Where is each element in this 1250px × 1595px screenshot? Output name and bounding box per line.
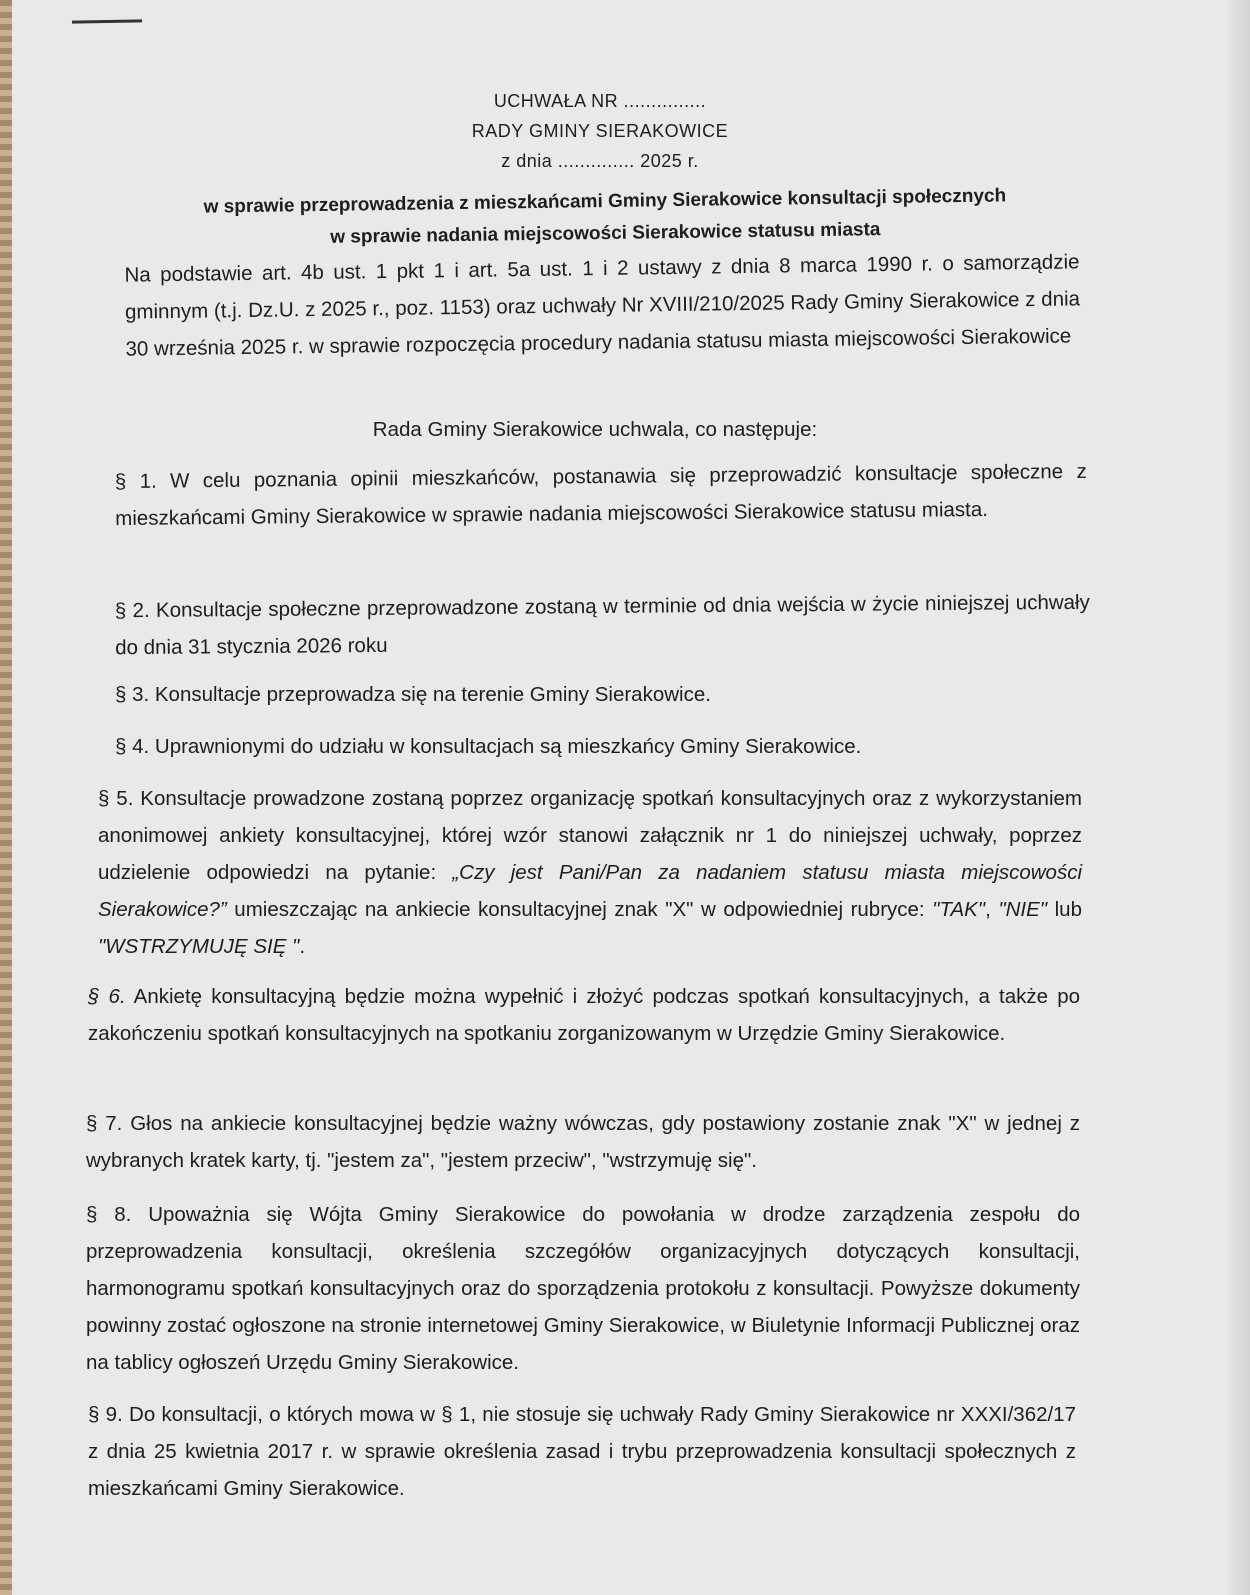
title-line-2: w sprawie nadania miejscowości Sierakowice statusu miasta bbox=[330, 219, 881, 248]
option-no: "NIE" bbox=[998, 898, 1048, 921]
period: . bbox=[299, 935, 306, 958]
section-9: § 9. Do konsultacji, o których mowa w § 1, nie stosuje się uchwały Rady Gminy Sierakowice nr XXXI/362/17 z dnia 25 kwietnia 2017 r. w sprawie określenia zasad i trybu przeprowadzenia konsultacji społecznych z mieszkańcami Gminy Sierakowice. bbox=[88, 1403, 1076, 1500]
resolution-date: z dnia .............. 2025 r. bbox=[501, 151, 699, 171]
paper-shadow bbox=[1228, 0, 1250, 1595]
section-6-number: § 6. bbox=[88, 985, 126, 1008]
option-yes: "TAK" bbox=[932, 898, 986, 921]
title-line-1: w sprawie przeprowadzenia z mieszkańcami Gminy Sierakowice konsultacji społecznych bbox=[203, 185, 1007, 218]
section-6-text: Ankietę konsultacyjną będzie można wypełnić i złożyć podczas spotkań konsultacyjnych, a także po zakończeniu spotkań konsultacyjnych na spotkaniu zorganizowanym w Urzędzie Gminy Sierakowice. bbox=[88, 985, 1080, 1045]
council-name: RADY GMINY SIERAKOWICE bbox=[471, 121, 729, 141]
separator: , bbox=[985, 898, 999, 921]
section-5 bbox=[98, 780, 1082, 965]
section-1: § 1. W celu poznania opinii mieszkańców, postanawia się przeprowadzić konsultacje społeczne z mieszkańcami Gminy Sierakowice w sprawie nadania miejscowości Sierakowice statusu miasta. bbox=[114, 459, 1087, 531]
section-7: § 7. Głos na ankiecie konsultacyjnej będzie ważny wówczas, gdy postawiony zostanie znak "X" w jednej z wybranych kratek karty, tj. "jestem za", "jestem przeciw", "wstrzymuję się". bbox=[86, 1112, 1080, 1172]
preamble: Na podstawie art. 4b ust. 1 pkt 1 i art. 5a ust. 1 i 2 ustawy z dnia 8 marca 1990 r. o samorządzie gminnym (t.j. Dz.U. z 2025 r., poz. 1153) oraz uchwały Nr XVIII/210/2025 Rady Gminy Sierakowice z dnia 30 września 2025 r. w sprawie rozpoczęcia procedury nadania statusu miasta miejscowości Sierakowice bbox=[124, 250, 1081, 361]
resolution-number: UCHWAŁA NR ............... bbox=[493, 91, 707, 111]
section-2: § 2. Konsultacje społeczne przeprowadzone zostaną w terminie od dnia wejścia w życie niniejszej uchwały do dnia 31 stycznia 2026 roku bbox=[114, 590, 1090, 660]
section-6 bbox=[88, 978, 1080, 1052]
section-5-text: § 5. Konsultacje prowadzone zostaną poprzez organizację spotkań konsultacyjnych oraz z wykorzystaniem anonimowej ankiety konsultacyjnej, której wzór stanowi załącznik nr 1 do niniejszej uchwały, poprzez udzielenie odpowiedzi na pytanie: bbox=[98, 787, 1082, 884]
survey-question: „Czy jest Pani/Pan za nadaniem statusu miasta miejscowości Sierakowice?” bbox=[98, 861, 1083, 921]
section-3: § 3. Konsultacje przeprowadza się na terenie Gminy Sierakowice. bbox=[115, 683, 711, 706]
resolves-clause: Rada Gminy Sierakowice uchwala, co następuje: bbox=[372, 418, 818, 441]
separator: lub bbox=[1047, 898, 1082, 921]
section-8: § 8. Upoważnia się Wójta Gminy Sierakowice do powołania w drodze zarządzenia zespołu do przeprowadzenia konsultacji, określenia szczegółów organizacyjnych dotyczących konsultacji, harmonogramu spotkań konsultacyjnych oraz do sporządzenia protokołu z konsultacji. Powyższe dokumenty powinny zostać ogłoszone na stronie internetowej Gminy Sierakowice, w Biuletynie Informacji Publicznej oraz na tablicy ogłoszeń Urzędu Gminy Sierakowice. bbox=[86, 1203, 1080, 1374]
section-4: § 4. Uprawnionymi do udziału w konsultacjach są mieszkańcy Gminy Sierakowice. bbox=[115, 735, 862, 758]
section-5-text-2: umieszczając na ankiecie konsultacyjnej znak "X" w odpowiedniej rubryce: bbox=[226, 898, 933, 921]
option-abstain: "WSTRZYMUJĘ SIĘ " bbox=[98, 935, 300, 958]
pen-mark bbox=[72, 19, 142, 23]
